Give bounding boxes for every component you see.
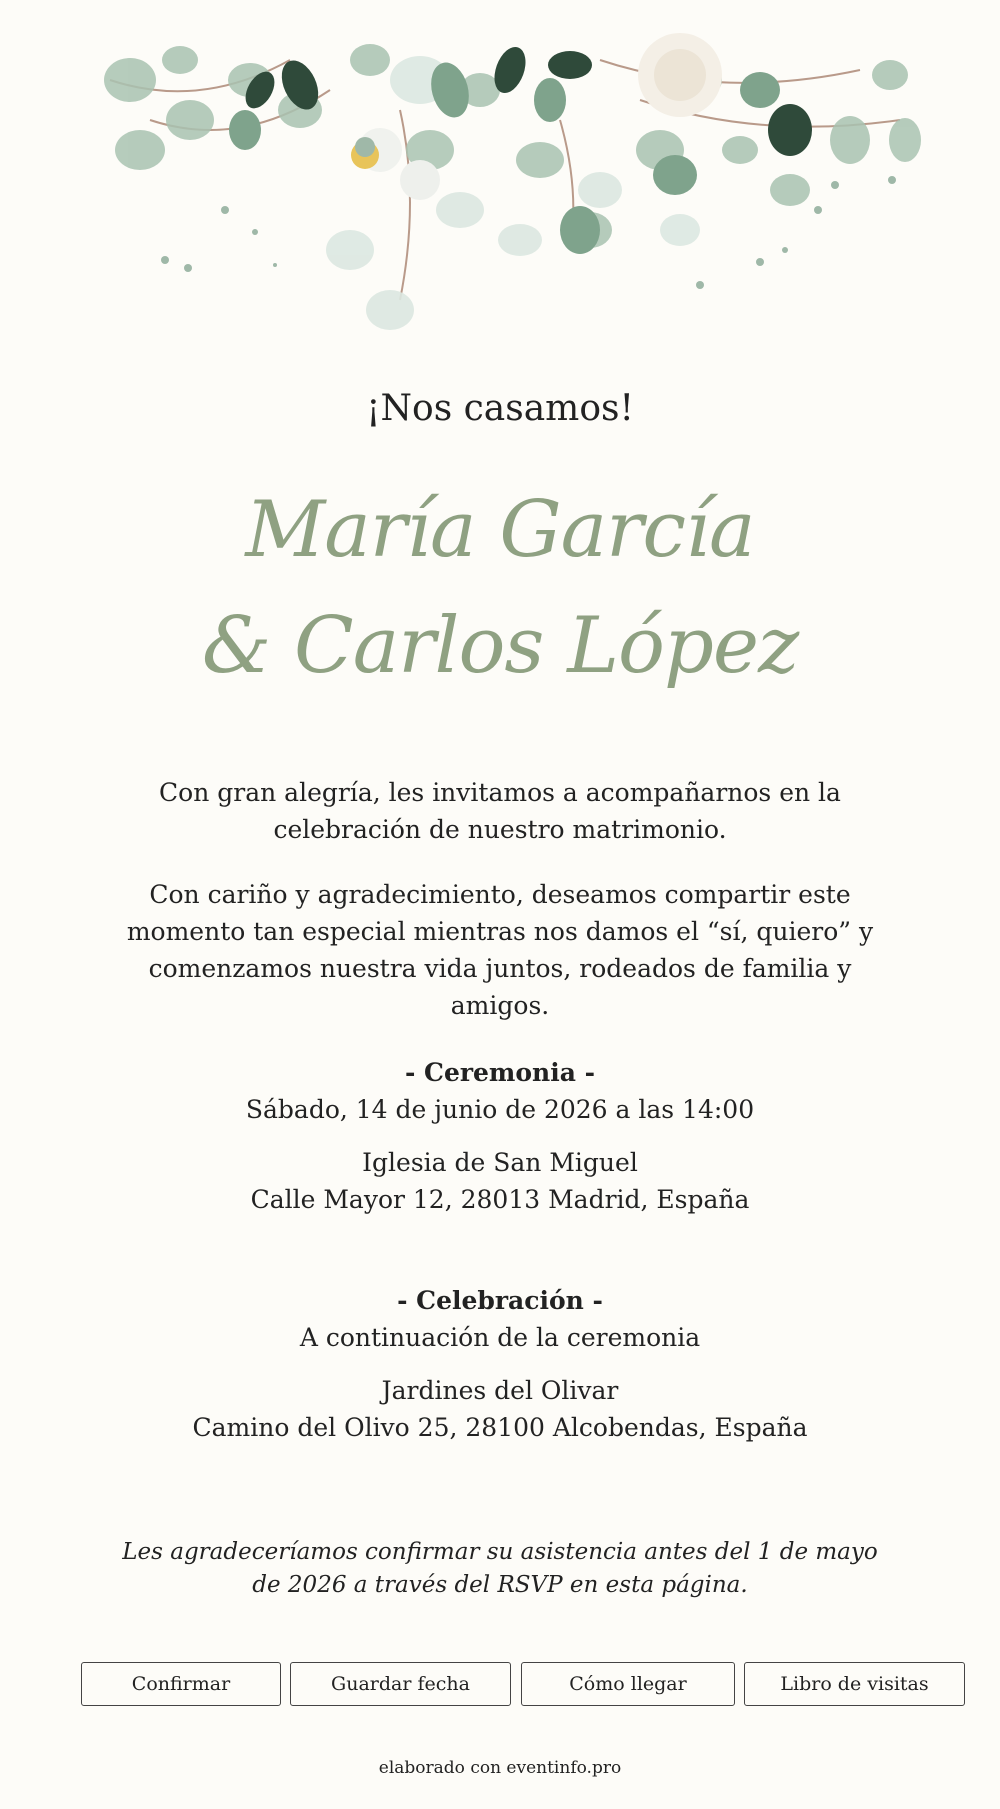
celebration-section (0, 1282, 1000, 1356)
pale-leaves (326, 56, 700, 330)
celebration-time: A continuación de la ceremonia (299, 1323, 701, 1352)
couple-name-line1: María García (245, 485, 755, 575)
save-date-button[interactable]: Guardar fecha (290, 1662, 511, 1706)
ceremony-section (0, 1054, 1000, 1128)
invitation-paragraph-1: Con gran alegría, les invitamos a acompañarnos en la celebración de nuestro matrimonio. (159, 778, 841, 844)
celebration-location (0, 1372, 1000, 1446)
ceremony-datetime: Sábado, 14 de junio de 2026 a las 14:00 (245, 1095, 755, 1124)
ceremony-address: Calle Mayor 12, 28013 Madrid, España (250, 1185, 750, 1214)
confirm-button[interactable]: Confirmar (81, 1662, 281, 1706)
ceremony-location (0, 1144, 1000, 1218)
directions-button[interactable]: Cómo llegar (521, 1662, 735, 1706)
ceremony-heading: - Ceremonia - (404, 1058, 596, 1087)
couple-name-line2: & Carlos López (201, 601, 799, 691)
invitation-subtitle: ¡Nos casamos! (366, 388, 634, 429)
floral-header-illustration (0, 0, 1000, 340)
invitation-paragraph-2: Con cariño y agradecimiento, deseamos compartir este momento tan especial mientras nos damos el “sí, quiero” y comenzamos nuestra vida juntos, rodeados de familia y amigos. (126, 880, 874, 1020)
guestbook-button[interactable]: Libro de visitas (744, 1662, 965, 1706)
rsvp-note: Les agradeceríamos confirmar su asistencia antes del 1 de mayo de 2026 a través del RSVP en esta página. (122, 1539, 878, 1598)
celebration-heading: - Celebración - (397, 1286, 603, 1315)
celebration-venue: Jardines del Olivar (381, 1376, 619, 1405)
dark-leaves (240, 43, 812, 156)
celebration-address: Camino del Olivo 25, 28100 Alcobendas, España (192, 1413, 808, 1442)
ceremony-venue: Iglesia de San Miguel (362, 1148, 638, 1177)
footer-credit: elaborado con eventinfo.pro (378, 1758, 622, 1778)
